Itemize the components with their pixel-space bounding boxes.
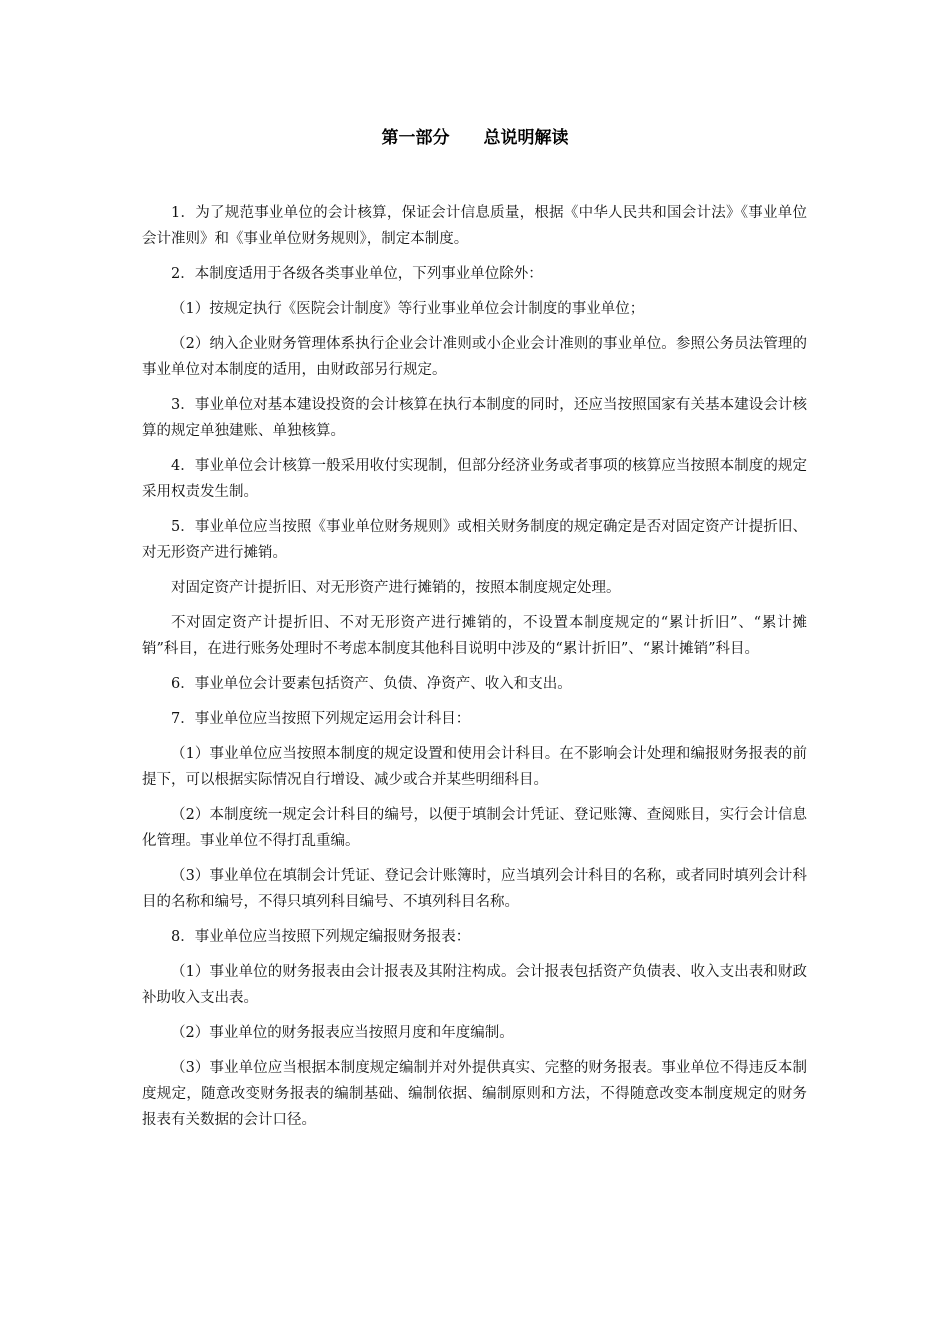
paragraph: 8．事业单位应当按照下列规定编报财务报表： bbox=[171, 929, 471, 945]
document-body bbox=[142, 200, 807, 1142]
paragraph: 4．事业单位会计核算一般采用收付实现制，但部分经济业务或者事项的核算应当按照本制度的规定采用权责发生制。 bbox=[142, 458, 807, 500]
paragraph: （2）纳入企业财务管理体系执行企业会计准则或小企业会计准则的事业单位。参照公务员法管理的事业单位对本制度的适用，由财政部另行规定。 bbox=[142, 336, 807, 378]
paragraph: （1）按规定执行《医院会计制度》等行业事业单位会计制度的事业单位； bbox=[171, 301, 645, 317]
paragraph: （3）事业单位应当根据本制度规定编制并对外提供真实、完整的财务报表。事业单位不得违反本制度规定，随意改变财务报表的编制基础、编制依据、编制原则和方法，不得随意改变本制度规定的财务报表有关数据的会计口径。 bbox=[142, 1060, 807, 1128]
paragraph: 7．事业单位应当按照下列规定运用会计科目： bbox=[171, 711, 471, 727]
paragraph: （3）事业单位在填制会计凭证、登记会计账簿时，应当填列会计科目的名称，或者同时填列会计科目的名称和编号，不得只填列科目编号、不填列科目名称。 bbox=[142, 868, 807, 910]
paragraph: （2）事业单位的财务报表应当按照月度和年度编制。 bbox=[171, 1025, 514, 1041]
page-title: 第一部分 总说明解读 bbox=[381, 128, 569, 148]
paragraph: （1）事业单位应当按照本制度的规定设置和使用会计科目。在不影响会计处理和编报财务报表的前提下，可以根据实际情况自行增设、减少或合并某些明细科目。 bbox=[142, 746, 807, 788]
paragraph: 1．为了规范事业单位的会计核算，保证会计信息质量，根据《中华人民共和国会计法》《事业单位会计准则》和《事业单位财务规则》，制定本制度。 bbox=[142, 205, 807, 247]
paragraph: 5．事业单位应当按照《事业单位财务规则》或相关财务制度的规定确定是否对固定资产计提折旧、对无形资产进行摊销。 bbox=[142, 519, 807, 561]
paragraph: 对固定资产计提折旧、对无形资产进行摊销的，按照本制度规定处理。 bbox=[171, 580, 621, 596]
paragraph: （2）本制度统一规定会计科目的编号，以便于填制会计凭证、登记账簿、查阅账目，实行会计信息化管理。事业单位不得打乱重编。 bbox=[142, 807, 807, 849]
paragraph: 3．事业单位对基本建设投资的会计核算在执行本制度的同时，还应当按照国家有关基本建设会计核算的规定单独建账、单独核算。 bbox=[142, 397, 807, 439]
paragraph: 2．本制度适用于各级各类事业单位，下列事业单位除外： bbox=[171, 266, 543, 282]
paragraph: （1）事业单位的财务报表由会计报表及其附注构成。会计报表包括资产负债表、收入支出表和财政补助收入支出表。 bbox=[142, 964, 807, 1006]
paragraph: 不对固定资产计提折旧、不对无形资产进行摊销的，不设置本制度规定的“累计折旧”、“累计摊销”科目，在进行账务处理时不考虑本制度其他科目说明中涉及的“累计折旧”、“累计摊销”科目。 bbox=[142, 615, 807, 657]
paragraph: 6．事业单位会计要素包括资产、负债、净资产、收入和支出。 bbox=[171, 676, 572, 692]
